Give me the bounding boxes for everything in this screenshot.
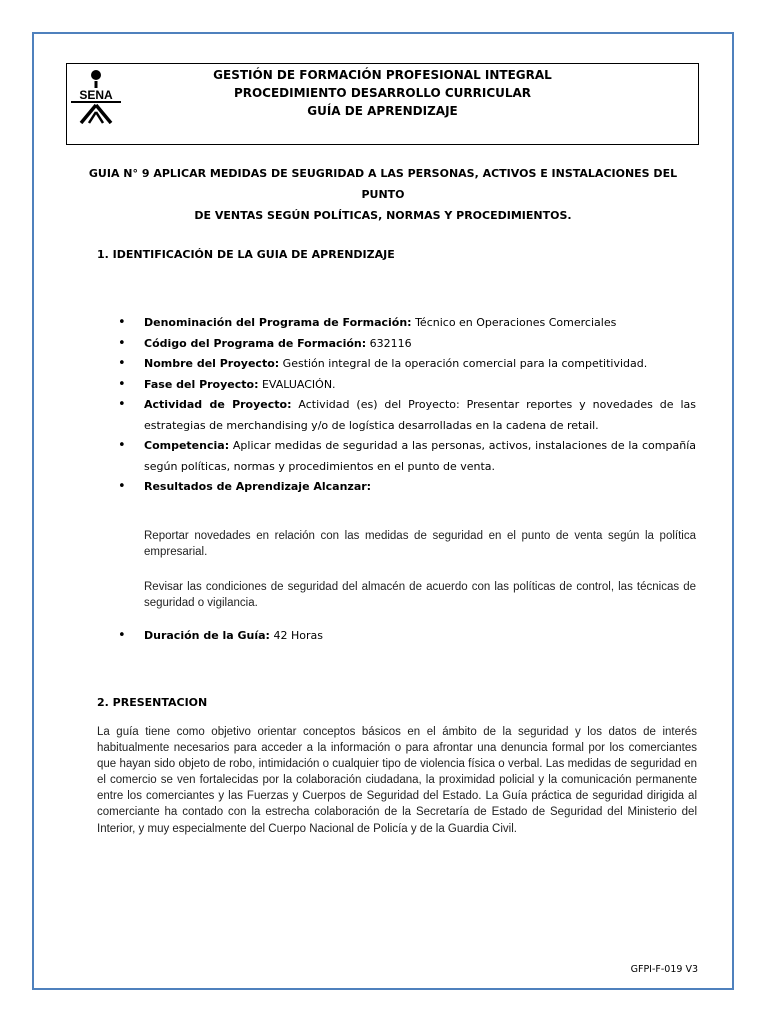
sena-logo-text: SENA [79,88,113,102]
item-label: Duración de la Guía: [144,629,270,642]
item-label: Código del Programa de Formación: [144,336,367,350]
item-value: Técnico en Operaciones Comerciales [411,316,617,329]
item-label: Fase del Proyecto: [144,377,259,391]
section-1-heading: 1. IDENTIFICACIÓN DE LA GUIA DE APRENDIZAJE [97,248,395,261]
duration-list [118,626,696,646]
item-label: Nombre del Proyecto: [144,357,280,370]
list-item [118,395,696,436]
header-subtitle: PROCEDIMIENTO DESARROLLO CURRICULAR [233,86,532,100]
item-value: Gestión integral de la operación comercial para la competitividad. [279,357,648,370]
list-item [118,436,696,477]
item-value: Actividad (es) del Proyecto: Presentar reportes y novedades de las estrategias de merchandising y/o de logística desarrolladas en la cadena de retail. [144,398,697,432]
item-value: 632116 [366,336,412,350]
guide-title-line-1: GUIA N° 9 APLICAR MEDIDAS DE SEUGRIDAD A LAS PERSONAS, ACTIVOS E INSTALACIONES DEL PUNTO [88,167,678,201]
list-item [118,477,696,498]
item-value: Aplicar medidas de seguridad a las personas, activos, instalaciones de la compañía según políticas, normas y procedimientos en el punto de venta. [144,439,696,473]
header-doc-type: GUÍA DE APRENDIZAJE [307,104,458,118]
list-item [118,375,696,396]
item-label: Competencia: [144,439,230,452]
item-label: Actividad de Proyecto: [144,398,292,411]
item-value: 42 Horas [269,629,323,642]
form-code: GFPI-F-019 V3 [630,964,698,975]
list-item [118,354,696,375]
item-value: EVALUACIÓN. [258,377,336,391]
guide-title-line-2: DE VENTAS SEGÚN POLÍTICAS, NORMAS Y PROCEDIMIENTOS. [194,209,572,222]
item-label: Resultados de Aprendizaje Alcanzar: [144,480,372,493]
document-header [66,63,699,145]
presentation-paragraph: La guía tiene como objetivo orientar conceptos básicos en el ámbito de la seguridad y los datos de interés habitualmente necesarios para acceder a la información o para afrontar una denuncia formal por los comerciantes que hayan sido objeto de robo, intimidación o cualquier tipo de violencia física o verbal. Las medidas de seguridad en el comercio se ven fortalecidas por la colaboración ciudadana, la proximidad policial y la comunicación permanente entre los comerciantes y las Fuerzas y Cuerpos de Seguridad del Estado. La Guía práctica de seguridad dirigida al comerciante ha contado con la estrecha colaboración de la Secretaría de Estado de Seguridad del Ministerio del Interior, y muy especialmente del Cuerpo Nacional de Policía y de la Guardia Civil. [97,726,697,835]
guide-title [70,163,696,226]
identification-list [118,313,696,498]
item-label: Denominación del Programa de Formación: [144,316,412,329]
list-item [118,626,696,646]
list-item [118,334,696,355]
learning-result-2: Revisar las condiciones de seguridad del almacén de acuerdo con las políticas de control, las técnicas de seguridad o vigilancia. [144,581,696,609]
list-item [118,313,696,334]
learning-result-1: Reportar novedades en relación con las medidas de seguridad en el punto de venta según la política empresarial. [144,530,696,558]
header-title: GESTIÓN DE FORMACIÓN PROFESIONAL INTEGRAL [213,68,552,82]
section-2-heading: 2. PRESENTACION [97,696,208,709]
